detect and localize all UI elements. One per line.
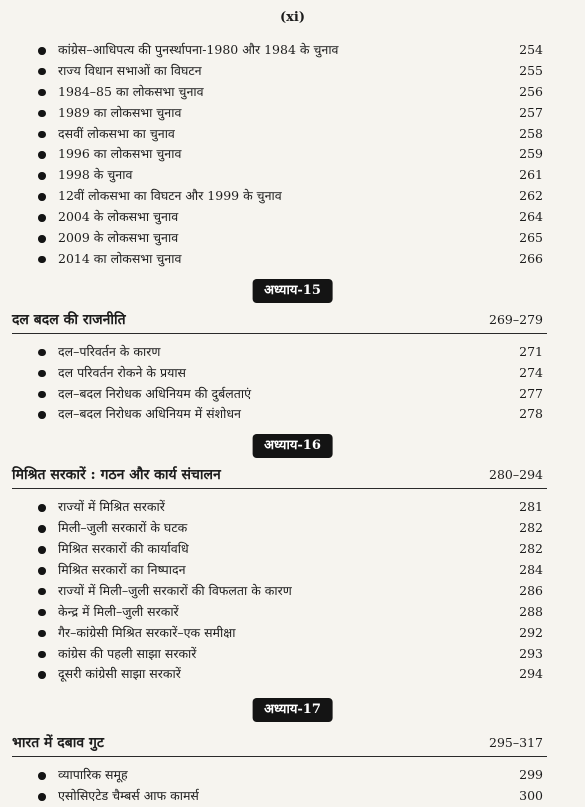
chapter-badge: अध्याय-17 xyxy=(252,698,333,722)
bullet-icon xyxy=(38,256,46,264)
item-title: 1996 का लोकसभा चुनाव xyxy=(58,146,182,162)
bullet-icon xyxy=(38,772,46,780)
item-title: कांग्रेस की पहली साझा सरकारें xyxy=(58,645,197,661)
list-item xyxy=(0,363,585,384)
section-header xyxy=(0,462,585,488)
item-title: 1984–85 का लोकसभा चुनाव xyxy=(58,83,204,99)
list-item xyxy=(0,103,585,124)
item-title: गैर–कांग्रेसी मिश्रित सरकारें–एक समीक्षा xyxy=(58,624,236,640)
item-title: राज्य विधान सभाओं का विघटन xyxy=(58,62,202,78)
bullet-icon xyxy=(38,391,46,399)
section-page-range: 269–279 xyxy=(489,311,543,327)
bullet-icon xyxy=(38,214,46,222)
section-header xyxy=(0,307,585,333)
item-page: 271 xyxy=(519,343,543,359)
list-item xyxy=(0,186,585,207)
item-title: 2009 के लोकसभा चुनाव xyxy=(58,230,179,246)
chapter-badge: अध्याय-15 xyxy=(252,279,333,303)
list-item xyxy=(0,644,585,665)
item-title: व्यापारिक समूह xyxy=(58,767,128,783)
item-page: 282 xyxy=(519,520,543,536)
list-item xyxy=(0,342,585,363)
bullet-icon xyxy=(38,235,46,243)
item-title: मिश्रित सरकारों का निष्पादन xyxy=(58,562,186,578)
list-item xyxy=(0,228,585,249)
chapter-badge: अध्याय-16 xyxy=(252,434,333,458)
item-title: दल–बदल निरोधक अधिनियम में संशोधन xyxy=(58,406,241,422)
list-item xyxy=(0,664,585,685)
item-page: 261 xyxy=(519,167,543,183)
item-page: 254 xyxy=(519,42,543,57)
item-page: 257 xyxy=(519,104,543,120)
list-item xyxy=(0,384,585,405)
list-item xyxy=(0,165,585,186)
list-item xyxy=(0,61,585,82)
section-page-range: 280–294 xyxy=(489,467,543,483)
item-page: 259 xyxy=(519,146,543,162)
item-page: 278 xyxy=(519,406,543,422)
item-title: राज्यों में मिली–जुली सरकारों की विफलता के कारण xyxy=(58,582,292,598)
bullet-icon xyxy=(38,47,46,55)
item-page: 281 xyxy=(519,499,543,515)
bullet-icon xyxy=(38,588,46,596)
item-title: मिश्रित सरकारों की कार्यावधि xyxy=(58,541,189,557)
chapter-16-list xyxy=(0,497,585,685)
item-title: मिली–जुली सरकारों के घटक xyxy=(58,520,188,536)
section-title: दल बदल की राजनीति xyxy=(12,311,126,328)
item-title: दसवीं लोकसभा का चुनाव xyxy=(58,125,175,141)
section-title: भारत में दबाव गुट xyxy=(12,735,104,752)
item-page: 266 xyxy=(519,250,543,266)
bullet-icon xyxy=(38,193,46,201)
chapter-15-list xyxy=(0,342,585,426)
section-title: मिश्रित सरकारें : गठन और कार्य संचालन xyxy=(12,467,221,484)
bullet-icon xyxy=(38,151,46,159)
chapter-15-heading xyxy=(0,276,585,307)
bullet-icon xyxy=(38,131,46,139)
bullet-icon xyxy=(38,68,46,76)
list-item xyxy=(0,539,585,560)
item-page: 255 xyxy=(519,62,543,78)
bullet-icon xyxy=(38,671,46,679)
list-item xyxy=(0,623,585,644)
bullet-icon xyxy=(38,89,46,97)
bullet-icon xyxy=(38,349,46,357)
item-title: 12वीं लोकसभा का विघटन और 1999 के चुनाव xyxy=(58,188,282,204)
item-title: केन्द्र में मिली–जुली सरकारें xyxy=(58,603,179,619)
intro-list xyxy=(0,40,585,270)
item-title: 1989 का लोकसभा चुनाव xyxy=(58,104,182,120)
list-item xyxy=(0,602,585,623)
item-title: 2014 का लोकसभा चुनाव xyxy=(58,250,182,266)
item-page: 299 xyxy=(519,767,543,783)
bullet-icon xyxy=(38,609,46,617)
item-title: दल–परिवर्तन के कारण xyxy=(58,343,161,359)
bullet-icon xyxy=(38,651,46,659)
item-title: दूसरी कांग्रेसी साझा सरकारें xyxy=(58,666,181,682)
list-item xyxy=(0,404,585,425)
item-title: एसोसिएटेड चैम्बर्स आफ कामर्स xyxy=(58,788,199,804)
item-page: 265 xyxy=(519,230,543,246)
list-item xyxy=(0,581,585,602)
item-page: 284 xyxy=(519,562,543,578)
list-item xyxy=(0,560,585,581)
item-page: 288 xyxy=(519,603,543,619)
section-page-range: 295–317 xyxy=(489,735,543,751)
item-page: 256 xyxy=(519,83,543,99)
item-title: 2004 के लोकसभा चुनाव xyxy=(58,209,179,225)
list-item xyxy=(0,82,585,103)
bullet-icon xyxy=(38,110,46,118)
list-item xyxy=(0,249,585,270)
bullet-icon xyxy=(38,525,46,533)
item-page: 262 xyxy=(519,188,543,204)
bullet-icon xyxy=(38,411,46,419)
item-page: 293 xyxy=(519,645,543,661)
item-page: 258 xyxy=(519,125,543,141)
item-page: 264 xyxy=(519,209,543,225)
list-item xyxy=(0,207,585,228)
item-title: राज्यों में मिश्रित सरकारें xyxy=(58,499,165,515)
table-of-contents xyxy=(0,40,585,807)
chapter-17-heading xyxy=(0,695,585,726)
section-header xyxy=(0,730,585,756)
item-title: कांग्रेस–आधिपत्य की पुनर्स्थापना-1980 और 1984 के चुनाव xyxy=(58,42,339,57)
item-title: दल परिवर्तन रोकने के प्रयास xyxy=(58,364,187,380)
list-item xyxy=(0,497,585,518)
list-item xyxy=(0,518,585,539)
chapter-17-list xyxy=(0,765,585,807)
item-page: 292 xyxy=(519,624,543,640)
list-item xyxy=(0,786,585,807)
item-page: 300 xyxy=(519,788,543,804)
list-item xyxy=(0,124,585,145)
item-title: 1998 के चुनाव xyxy=(58,167,133,183)
item-page: 286 xyxy=(519,582,543,598)
item-page: 294 xyxy=(519,666,543,682)
bullet-icon xyxy=(38,370,46,378)
item-title: दल–बदल निरोधक अधिनियम की दुर्बलताएं xyxy=(58,385,252,401)
item-page: 277 xyxy=(519,385,543,401)
item-page: 274 xyxy=(519,364,543,380)
item-page: 282 xyxy=(519,541,543,557)
bullet-icon xyxy=(38,504,46,512)
bullet-icon xyxy=(38,630,46,638)
bullet-icon xyxy=(38,546,46,554)
chapter-16-heading xyxy=(0,431,585,462)
bullet-icon xyxy=(38,172,46,180)
list-item xyxy=(0,144,585,165)
list-item xyxy=(0,40,585,61)
bullet-icon xyxy=(38,567,46,575)
list-item xyxy=(0,765,585,786)
page-number: (xi) xyxy=(280,10,305,25)
